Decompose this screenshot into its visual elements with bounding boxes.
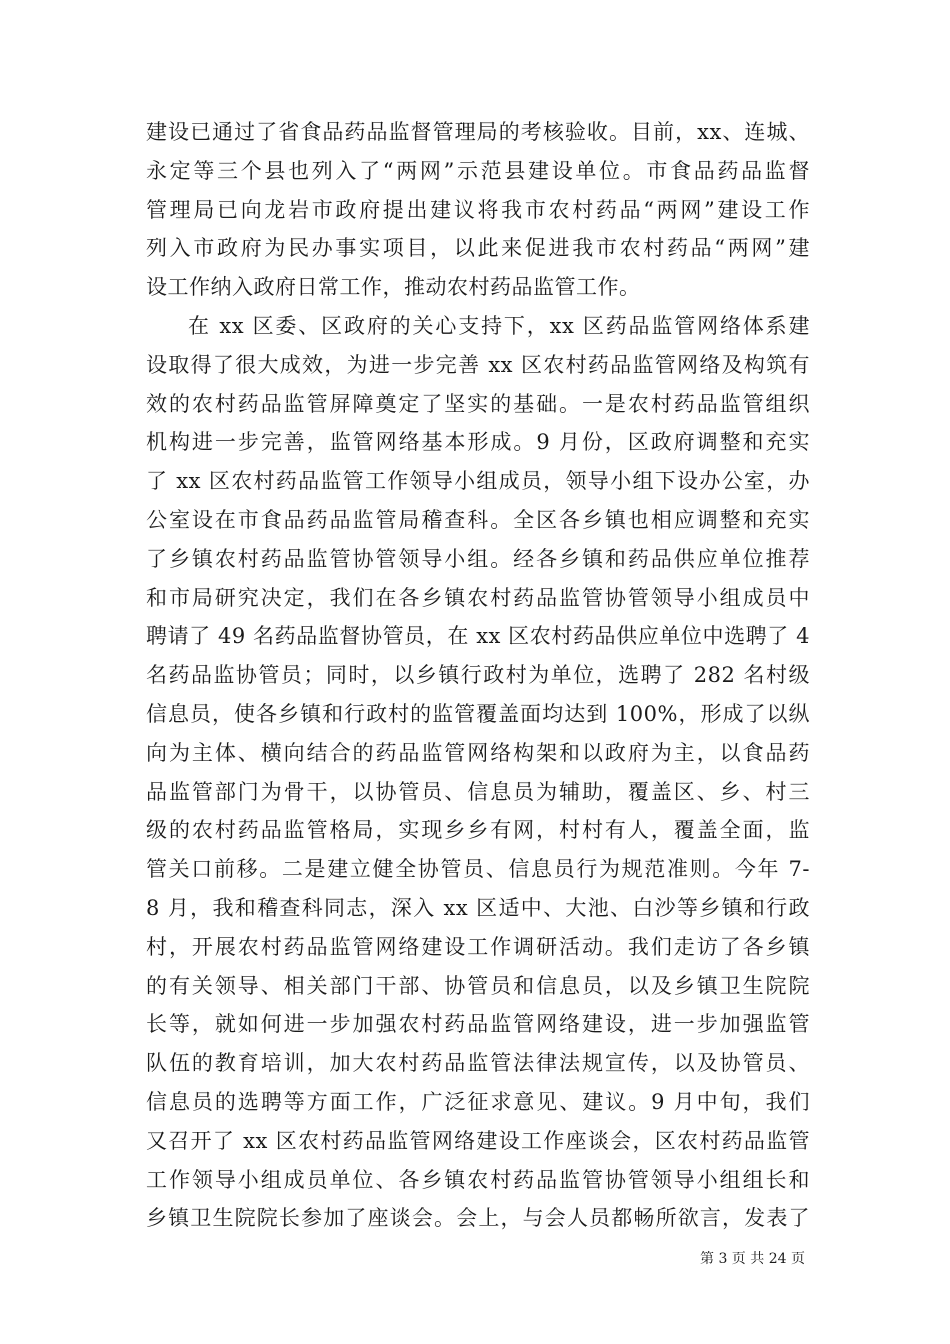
text-line: 又召开了 xx 区农村药品监管网络建设工作座谈会，区农村药品监管 [146,1128,810,1153]
text-line: 了 xx 区农村药品监管工作领导小组成员，领导小组下设办公室，办 [146,469,810,494]
text-line: 公室设在市食品药品监管局稽查科。全区各乡镇也相应调整和充实 [146,507,810,532]
text-line: 村，开展农村药品监管网络建设工作调研活动。我们走访了各乡镇 [146,934,810,959]
text-line: 乡镇卫生院院长参加了座谈会。会上，与会人员都畅所欲言，发表了 [146,1206,810,1231]
text-line: 列入市政府为民办事实项目，以此来促进我市农村药品“两网”建 [146,236,810,261]
text-line: 信息员的选聘等方面工作，广泛征求意见、建议。9 月中旬，我们 [146,1089,810,1114]
text-line: 级的农村药品监管格局，实现乡乡有网，村村有人，覆盖全面，监 [146,818,810,843]
text-line: 机构进一步完善，监管网络基本形成。9 月份，区政府调整和充实 [146,430,810,455]
text-line: 在 xx 区委、区政府的关心支持下，xx 区药品监管网络体系建 [188,313,810,338]
text-line: 信息员，使各乡镇和行政村的监管覆盖面均达到 100%，形成了以纵 [146,701,810,726]
text-line: 品监管部门为骨干，以协管员、信息员为辅助，覆盖区、乡、村三 [146,779,810,804]
text-line: 管关口前移。二是建立健全协管员、信息员行为规范准则。今年 7- [146,857,810,882]
text-line: 名药品监协管员；同时，以乡镇行政村为单位，选聘了 282 名村级 [146,663,810,688]
text-line: 和市局研究决定，我们在各乡镇农村药品监管协管领导小组成员中 [146,585,810,610]
page-number: 第 3 页 共 24 页 [700,1251,805,1267]
body-text [146,113,810,1238]
text-line: 向为主体、横向结合的药品监管网络构架和以政府为主，以食品药 [146,740,810,765]
text-line: 的有关领导、相关部门干部、协管员和信息员，以及乡镇卫生院院 [146,973,810,998]
text-line: 建设已通过了省食品药品监督管理局的考核验收。目前，xx、连城、 [146,120,810,144]
text-line: 设工作纳入政府日常工作，推动农村药品监管工作。 [146,275,641,300]
text-line: 管理局已向龙岩市政府提出建议将我市农村药品“两网”建设工作 [146,197,810,222]
text-line: 永定等三个县也列入了“两网”示范县建设单位。市食品药品监督 [146,158,810,183]
text-line: 了乡镇农村药品监管协管领导小组。经各乡镇和药品供应单位推荐 [146,546,810,571]
text-line: 设取得了很大成效，为进一步完善 xx 区农村药品监管网络及构筑有 [146,352,810,377]
text-line: 队伍的教育培训，加大农村药品监管法律法规宣传，以及协管员、 [146,1051,810,1076]
text-line: 长等，就如何进一步加强农村药品监管网络建设，进一步加强监管 [146,1012,810,1037]
text-line: 8 月，我和稽查科同志，深入 xx 区适中、大池、白沙等乡镇和行政 [146,895,810,920]
text-line: 效的农村药品监管屏障奠定了坚实的基础。一是农村药品监管组织 [146,391,810,416]
text-line: 聘请了 49 名药品监督协管员，在 xx 区农村药品供应单位中选聘了 4 [146,624,810,649]
text-line: 工作领导小组成员单位、各乡镇农村药品监管协管领导小组组长和 [146,1167,810,1192]
